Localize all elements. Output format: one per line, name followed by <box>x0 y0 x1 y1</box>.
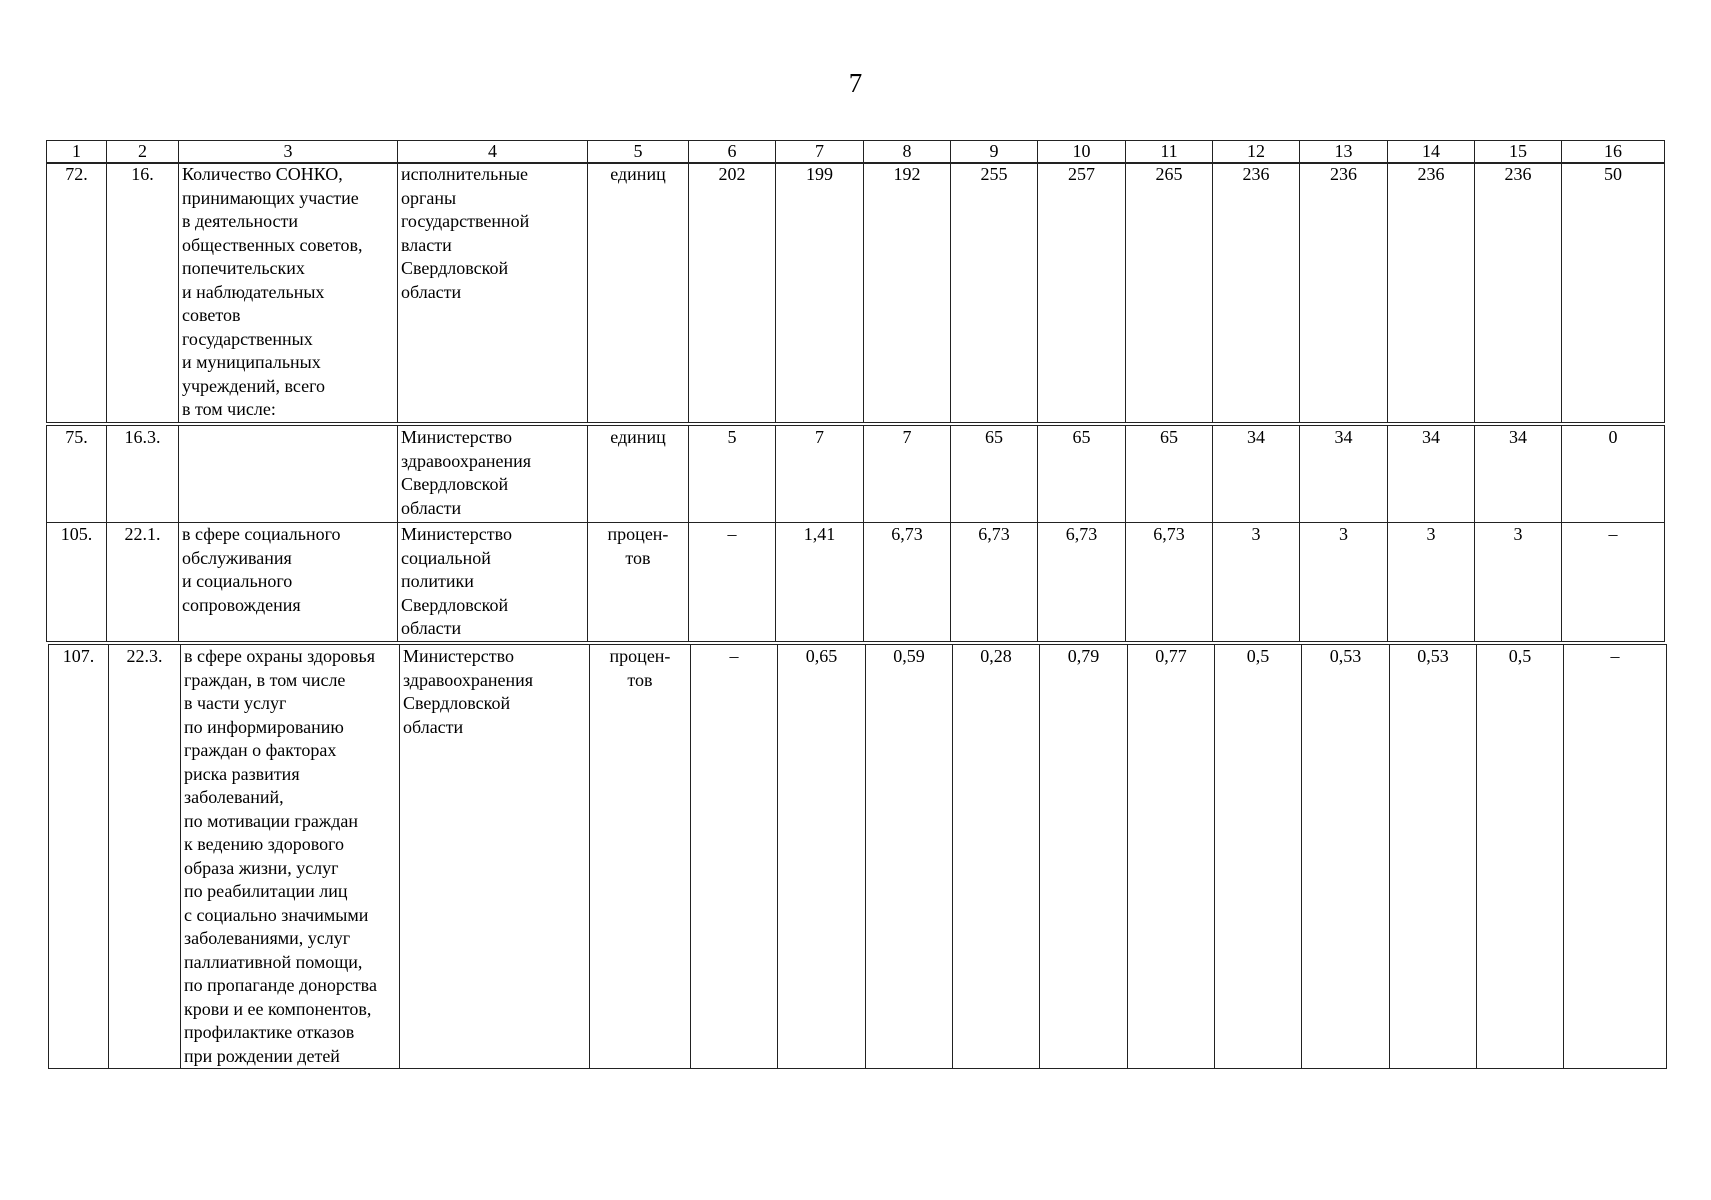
indicator-name-cell-line: профилактике отказов <box>184 1022 355 1042</box>
value-cell: 257 <box>1038 163 1126 423</box>
indicator-name-cell-line: советов <box>182 305 241 325</box>
value-cell: 34 <box>1300 426 1388 523</box>
unit-cell <box>590 645 691 1069</box>
unit-cell-line: процен- <box>607 524 669 544</box>
responsible-body-cell-line: Министерство <box>403 646 514 666</box>
responsible-body-cell-line: области <box>401 497 462 518</box>
header-cell: 14 <box>1388 141 1475 164</box>
indicator-name-cell-line: образа жизни, услуг <box>184 857 339 878</box>
row-number-cell: 107. <box>49 645 109 1069</box>
responsible-body-cell-line: здравоохранения <box>403 669 534 690</box>
value-cell: 0,28 <box>953 645 1040 1069</box>
indicator-name-cell-line: общественных советов, <box>182 234 363 255</box>
value-cell: 236 <box>1475 163 1562 423</box>
value-cell: 3 <box>1213 523 1300 642</box>
indicator-name-cell-line: учреждений, всего <box>182 375 326 396</box>
responsible-body-cell <box>398 523 588 642</box>
indicator-name-cell-line: принимающих участие <box>182 187 359 208</box>
value-cell: – <box>1562 523 1665 642</box>
indicator-name-cell-line: заболеваний, <box>184 787 284 807</box>
value-cell: 0,77 <box>1128 645 1215 1069</box>
value-cell: 236 <box>1213 163 1300 423</box>
value-cell: 0,5 <box>1215 645 1302 1069</box>
indicator-name-cell-line: сопровождения <box>182 594 301 615</box>
header-cell: 7 <box>776 141 864 164</box>
responsible-body-cell-line: государственной <box>401 211 530 231</box>
header-cell: 11 <box>1126 141 1213 164</box>
header-cell: 9 <box>951 141 1038 164</box>
value-cell: 0,53 <box>1302 645 1390 1069</box>
value-cell: 34 <box>1388 426 1475 523</box>
header-cell: 16 <box>1562 141 1665 164</box>
indicator-name-cell-line: по реабилитации лиц <box>184 881 348 901</box>
value-cell: 3 <box>1475 523 1562 642</box>
value-cell: 0,59 <box>866 645 953 1069</box>
responsible-body-cell <box>398 426 588 523</box>
indicator-name-cell-line: по информированию <box>184 716 344 737</box>
responsible-body-cell-line: исполнительные <box>401 164 529 184</box>
indicator-name-cell <box>179 523 398 642</box>
table-row <box>47 523 1665 642</box>
header-cell: 8 <box>864 141 951 164</box>
indicator-name-cell <box>179 426 398 523</box>
indicator-name-cell-line: попечительских <box>182 258 305 278</box>
indicator-name-cell-line: по пропаганде донорства <box>184 975 377 995</box>
value-cell: 65 <box>951 426 1038 523</box>
value-cell: 0,79 <box>1040 645 1128 1069</box>
indicator-name-cell-line: и муниципальных <box>182 352 321 372</box>
indicator-name-cell-line: в деятельности <box>182 211 299 231</box>
table-segment <box>48 644 1667 1069</box>
indicator-name-cell-line: в сфере охраны здоровья <box>184 646 376 666</box>
value-cell: 265 <box>1126 163 1213 423</box>
responsible-body-cell-line: здравоохранения <box>401 450 532 471</box>
indicator-name-cell-line: к ведению здорового <box>184 834 345 854</box>
value-cell: 202 <box>689 163 776 423</box>
value-cell: 6,73 <box>864 523 951 642</box>
header-cell: 15 <box>1475 141 1562 164</box>
value-cell: – <box>689 523 776 642</box>
responsible-body-cell <box>398 163 588 423</box>
header-cell: 5 <box>588 141 689 164</box>
indicator-name-cell-line: при рождении детей <box>184 1045 340 1066</box>
value-cell: 7 <box>776 426 864 523</box>
responsible-body-cell-line: области <box>401 281 462 302</box>
unit-cell-line: тов <box>625 547 651 568</box>
table-row <box>47 163 1665 423</box>
value-cell: 0 <box>1562 426 1665 523</box>
row-number-cell: 75. <box>47 426 107 523</box>
indicator-name-cell-line: с социально значимыми <box>184 904 369 925</box>
value-cell: 6,73 <box>951 523 1038 642</box>
unit-cell-line: процен- <box>609 646 671 666</box>
indicator-name-cell-line: заболеваниями, услуг <box>184 928 351 948</box>
responsible-body-cell-line: Свердловской <box>403 693 511 713</box>
indicator-name-cell-line: граждан о факторах <box>184 740 337 760</box>
value-cell: 65 <box>1038 426 1126 523</box>
value-cell: 34 <box>1213 426 1300 523</box>
value-cell: 6,73 <box>1126 523 1213 642</box>
column-number-header <box>46 140 1665 164</box>
indicator-name-cell-line: государственных <box>182 328 313 349</box>
indicator-name-cell-line: обслуживания <box>182 547 292 568</box>
indicator-code-cell: 22.3. <box>109 645 181 1069</box>
value-cell: 3 <box>1388 523 1475 642</box>
unit-cell-line: единиц <box>610 427 666 447</box>
unit-cell-line: тов <box>627 669 653 690</box>
value-cell: 192 <box>864 163 951 423</box>
value-cell: 0,53 <box>1390 645 1477 1069</box>
header-cell: 13 <box>1300 141 1388 164</box>
indicator-name-cell-line: в сфере социального <box>182 524 341 544</box>
header-cell: 6 <box>689 141 776 164</box>
responsible-body-cell-line: социальной <box>401 547 491 568</box>
header-cell: 10 <box>1038 141 1126 164</box>
header-cell: 1 <box>47 141 107 164</box>
unit-cell <box>588 523 689 642</box>
indicator-name-cell-line: риска развития <box>184 763 300 784</box>
indicator-name-cell-line: паллиативной помощи, <box>184 951 363 972</box>
table-row <box>49 645 1667 1069</box>
value-cell: 1,41 <box>776 523 864 642</box>
unit-cell <box>588 163 689 423</box>
header-cell: 3 <box>179 141 398 164</box>
table-segment <box>46 162 1665 423</box>
indicator-name-cell-line: и социального <box>182 571 293 591</box>
indicator-code-cell: 22.1. <box>107 523 179 642</box>
indicator-name-cell-line: и наблюдательных <box>182 281 325 302</box>
value-cell: 34 <box>1475 426 1562 523</box>
responsible-body-cell-line: органы <box>401 187 457 208</box>
unit-cell <box>588 426 689 523</box>
value-cell: 199 <box>776 163 864 423</box>
responsible-body-cell-line: Министерство <box>401 524 512 544</box>
value-cell: – <box>1564 645 1667 1069</box>
value-cell: 0,65 <box>778 645 866 1069</box>
value-cell: – <box>691 645 778 1069</box>
responsible-body-cell-line: власти <box>401 234 452 255</box>
responsible-body-cell-line: области <box>401 618 462 638</box>
responsible-body-cell-line: Свердловской <box>401 594 509 615</box>
indicator-name-cell-line: Количество СОНКО, <box>182 164 343 184</box>
table-row <box>47 426 1665 523</box>
value-cell: 50 <box>1562 163 1665 423</box>
header-cell: 4 <box>398 141 588 164</box>
header-cell: 12 <box>1213 141 1300 164</box>
indicator-name-cell-line: граждан, в том числе <box>184 669 346 690</box>
value-cell: 236 <box>1300 163 1388 423</box>
page-number: 7 <box>848 68 863 98</box>
indicator-code-cell: 16. <box>107 163 179 423</box>
header-cell: 2 <box>107 141 179 164</box>
value-cell: 0,5 <box>1477 645 1564 1069</box>
table-segment <box>46 425 1665 523</box>
unit-cell-line: единиц <box>610 164 666 184</box>
responsible-body-cell-line: Министерство <box>401 427 512 447</box>
value-cell: 65 <box>1126 426 1213 523</box>
row-number-cell: 72. <box>47 163 107 423</box>
indicator-name-cell-line: крови и ее компонентов, <box>184 998 372 1019</box>
indicator-name-cell <box>179 163 398 423</box>
responsible-body-cell-line: Свердловской <box>401 258 509 278</box>
value-cell: 7 <box>864 426 951 523</box>
responsible-body-cell-line: политики <box>401 571 474 591</box>
indicator-name-cell-line: по мотивации граждан <box>184 810 359 831</box>
value-cell: 255 <box>951 163 1038 423</box>
table-segment <box>46 522 1665 642</box>
row-number-cell: 105. <box>47 523 107 642</box>
responsible-body-cell-line: Свердловской <box>401 474 509 494</box>
value-cell: 5 <box>689 426 776 523</box>
responsible-body-cell <box>400 645 590 1069</box>
indicator-name-cell-line: в части услуг <box>184 693 287 713</box>
indicator-name-cell <box>181 645 400 1069</box>
value-cell: 3 <box>1300 523 1388 642</box>
responsible-body-cell-line: области <box>403 716 464 737</box>
indicator-code-cell: 16.3. <box>107 426 179 523</box>
indicator-name-cell-line: в том числе: <box>182 399 276 419</box>
value-cell: 236 <box>1388 163 1475 423</box>
value-cell: 6,73 <box>1038 523 1126 642</box>
